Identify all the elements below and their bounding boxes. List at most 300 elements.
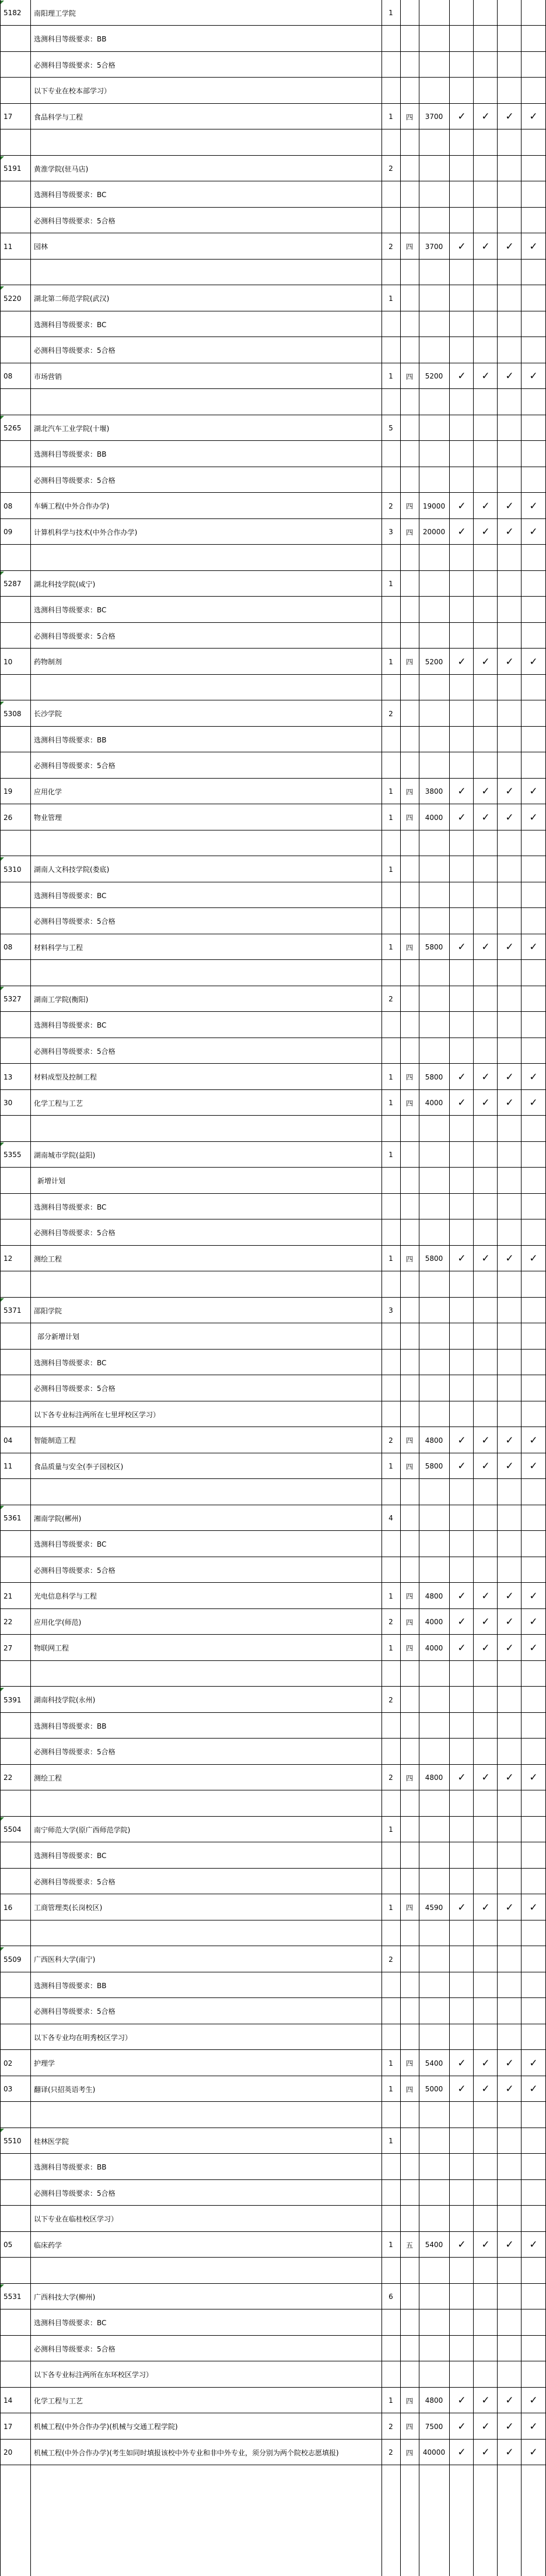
row-name: 必测科目等级要求：5合格 xyxy=(34,917,116,926)
major-row xyxy=(0,2076,546,2102)
check-mark-icon: ✓ xyxy=(505,1071,514,1083)
study-length: 四 xyxy=(405,1073,413,1081)
row-code: 5504 xyxy=(4,1825,22,1834)
school-row xyxy=(0,2284,546,2309)
note-row xyxy=(0,2154,546,2180)
major-row xyxy=(0,934,546,960)
note-row xyxy=(0,208,546,233)
cell-comment-marker-icon xyxy=(1,1,4,4)
check-mark-icon: ✓ xyxy=(457,811,466,823)
note-row xyxy=(0,1869,546,1894)
plan-count: 2 xyxy=(388,242,393,251)
row-name: 测绘工程 xyxy=(34,1774,62,1782)
row-code: 17 xyxy=(4,2422,13,2431)
check-mark-icon: ✓ xyxy=(529,1616,538,1628)
plan-count: 2 xyxy=(388,1774,393,1782)
tuition-fee: 5800 xyxy=(425,1073,443,1081)
plan-count: 1 xyxy=(388,1592,393,1600)
row-name: 广西科技大学(柳州) xyxy=(34,2293,96,2301)
row-name: 工商管理类(长岗校区) xyxy=(34,1904,103,1912)
check-mark-icon: ✓ xyxy=(529,370,538,382)
row-name: 物业管理 xyxy=(34,814,62,822)
major-row xyxy=(0,1583,546,1609)
major-row xyxy=(0,2440,546,2465)
check-mark-icon: ✓ xyxy=(481,2239,490,2251)
tuition-fee: 4000 xyxy=(425,813,443,822)
row-name: 化学工程与工艺 xyxy=(34,2396,83,2405)
note-row xyxy=(0,2206,546,2232)
major-row xyxy=(0,1246,546,1271)
check-mark-icon: ✓ xyxy=(505,2083,514,2095)
plan-count: 1 xyxy=(388,372,393,380)
note-row xyxy=(0,467,546,493)
major-row xyxy=(0,2414,546,2440)
check-mark-icon: ✓ xyxy=(529,2395,538,2406)
row-code: 10 xyxy=(4,657,13,666)
row-code: 14 xyxy=(4,2396,13,2405)
cell-comment-marker-icon xyxy=(1,2284,4,2288)
row-code: 08 xyxy=(4,943,13,951)
check-mark-icon: ✓ xyxy=(481,941,490,953)
check-mark-icon: ✓ xyxy=(457,500,466,512)
plan-count: 1 xyxy=(388,813,393,822)
check-mark-icon: ✓ xyxy=(505,370,514,382)
row-name: 车辆工程(中外合作办学) xyxy=(34,502,110,510)
row-name: 必测科目等级要求：5合格 xyxy=(34,1229,116,1237)
plan-count: 1 xyxy=(388,787,393,795)
row-code: 08 xyxy=(4,502,13,510)
study-length: 四 xyxy=(405,1254,413,1263)
note-row xyxy=(0,1531,546,1557)
row-code: 20 xyxy=(4,2448,13,2456)
spacer-row xyxy=(0,961,546,986)
plan-count: 1 xyxy=(388,2241,393,2249)
row-name: 选测科目等级要求：BC xyxy=(34,1852,107,1860)
note-row xyxy=(0,78,546,104)
check-mark-icon: ✓ xyxy=(481,2057,490,2069)
plan-count: 2 xyxy=(388,1695,393,1704)
study-length: 四 xyxy=(405,943,413,952)
major-row xyxy=(0,104,546,129)
row-code: 02 xyxy=(4,2059,13,2067)
check-mark-icon: ✓ xyxy=(481,1097,490,1109)
check-mark-icon: ✓ xyxy=(505,1253,514,1264)
plan-count: 1 xyxy=(388,1643,393,1652)
check-mark-icon: ✓ xyxy=(529,526,538,538)
row-code: 26 xyxy=(4,813,13,822)
school-row xyxy=(0,571,546,597)
check-mark-icon: ✓ xyxy=(481,656,490,668)
row-name: 湖南城市学院(益阳) xyxy=(34,1151,96,1159)
school-row xyxy=(0,2128,546,2154)
check-mark-icon: ✓ xyxy=(505,2395,514,2406)
study-length: 四 xyxy=(405,528,413,537)
row-code: 5509 xyxy=(4,1955,22,1964)
note-row xyxy=(0,182,546,208)
check-mark-icon: ✓ xyxy=(505,1590,514,1602)
row-name: 必测科目等级要求：5合格 xyxy=(34,2344,116,2353)
note-row xyxy=(0,52,546,78)
check-mark-icon: ✓ xyxy=(505,2420,514,2433)
plan-count: 2 xyxy=(388,1618,393,1626)
study-length: 四 xyxy=(405,502,413,510)
note-row xyxy=(0,1843,546,1869)
cell-comment-marker-icon xyxy=(1,286,4,290)
check-mark-icon: ✓ xyxy=(505,2447,514,2458)
cell-comment-marker-icon xyxy=(1,156,4,160)
check-mark-icon: ✓ xyxy=(505,240,514,253)
check-mark-icon: ✓ xyxy=(529,2083,538,2095)
plan-count: 2 xyxy=(388,502,393,510)
check-mark-icon: ✓ xyxy=(457,2239,466,2251)
row-name: 湖北第二师范学院(武汉) xyxy=(34,295,110,303)
spacer-row xyxy=(0,2258,546,2284)
cell-comment-marker-icon xyxy=(1,1947,4,1951)
tuition-fee: 4800 xyxy=(425,1592,443,1600)
check-mark-icon: ✓ xyxy=(481,1772,490,1783)
study-length: 四 xyxy=(405,1462,413,1471)
row-name: 机械工程(中外合作办学)(机械与交通工程学院) xyxy=(34,2423,178,2431)
check-mark-icon: ✓ xyxy=(481,2083,490,2095)
row-name: 以下专业在校本部学习） xyxy=(34,87,111,95)
plan-count: 1 xyxy=(388,1903,393,1912)
plan-count: 1 xyxy=(388,2396,393,2405)
plan-count: 1 xyxy=(388,1254,393,1263)
row-name: 南宁师范大学(原广西师范学院) xyxy=(34,1825,131,1834)
tuition-fee: 19000 xyxy=(422,502,446,510)
row-code: 21 xyxy=(4,1592,13,1600)
row-code: 5220 xyxy=(4,294,22,303)
tuition-fee: 40000 xyxy=(422,2448,446,2456)
row-name: 药物制剂 xyxy=(34,658,62,666)
row-name: 长沙学院 xyxy=(34,710,62,718)
study-length: 四 xyxy=(405,2059,413,2067)
note-row xyxy=(0,1739,546,1765)
row-name: 选测科目等级要求：BB xyxy=(34,450,107,458)
cell-comment-marker-icon xyxy=(1,1688,4,1691)
row-name: 湘南学院(郴州) xyxy=(34,1514,82,1523)
study-length: 四 xyxy=(405,1618,413,1627)
plan-count: 2 xyxy=(388,2422,393,2431)
major-row xyxy=(0,493,546,519)
tuition-fee: 20000 xyxy=(422,528,446,536)
row-name: 必测科目等级要求：5合格 xyxy=(34,1385,116,1393)
check-mark-icon: ✓ xyxy=(505,941,514,953)
row-name: 选测科目等级要求：BC xyxy=(34,1358,107,1367)
row-name: 应用化学(师范) xyxy=(34,1618,82,1627)
spacer-row xyxy=(0,1920,546,1946)
school-row xyxy=(0,156,546,181)
tuition-fee: 5200 xyxy=(425,657,443,666)
row-code: 5510 xyxy=(4,2137,22,2145)
note-row xyxy=(0,1168,546,1194)
row-code: 30 xyxy=(4,1099,13,1107)
note-row xyxy=(0,1350,546,1375)
note-row xyxy=(0,1401,546,1427)
study-length: 四 xyxy=(405,1099,413,1107)
note-row xyxy=(0,2024,546,2050)
row-name: 黄淮学院(驻马店) xyxy=(34,164,89,173)
row-name: 以下各专业均在明秀校区学习） xyxy=(34,2033,132,2042)
tuition-fee: 4800 xyxy=(425,2396,443,2405)
check-mark-icon: ✓ xyxy=(481,111,490,122)
school-row xyxy=(0,1817,546,1842)
row-name: 材料成型及控制工程 xyxy=(34,1073,97,1081)
row-name: 选测科目等级要求：BC xyxy=(34,606,107,614)
tuition-fee: 4000 xyxy=(425,1643,443,1652)
note-row xyxy=(0,1012,546,1038)
row-code: 17 xyxy=(4,113,13,121)
study-length: 五 xyxy=(405,2241,413,2249)
plan-count: 3 xyxy=(388,1306,393,1315)
study-length: 四 xyxy=(405,787,413,796)
major-row xyxy=(0,519,546,545)
row-name: 选测科目等级要求：BB xyxy=(34,1722,107,1730)
check-mark-icon: ✓ xyxy=(457,1460,466,1472)
row-name: 以下专业在临桂校区学习） xyxy=(34,2215,118,2223)
row-code: 5310 xyxy=(4,865,22,874)
row-name: 以下各专业标注两所在东环校区学习） xyxy=(34,2371,153,2379)
study-length: 四 xyxy=(405,1592,413,1600)
row-name: 湖南工学院(衡阳) xyxy=(34,995,89,1004)
check-mark-icon: ✓ xyxy=(481,1901,490,1913)
check-mark-icon: ✓ xyxy=(481,1253,490,1264)
plan-count: 6 xyxy=(388,2293,393,2301)
check-mark-icon: ✓ xyxy=(505,2239,514,2251)
plan-count: 1 xyxy=(388,2059,393,2067)
check-mark-icon: ✓ xyxy=(481,1616,490,1628)
note-row xyxy=(0,882,546,908)
row-name: 选测科目等级要求：BC xyxy=(34,1540,107,1548)
major-row xyxy=(0,805,546,830)
cell-comment-marker-icon xyxy=(1,2129,4,2132)
spacer-row xyxy=(0,830,546,856)
plan-count: 2 xyxy=(388,709,393,718)
row-name: 市场营销 xyxy=(34,372,62,381)
tuition-fee: 5400 xyxy=(425,2059,443,2067)
plan-count: 5 xyxy=(388,424,393,432)
row-name: 食品质量与安全(李子园校区) xyxy=(34,1462,124,1471)
tuition-fee: 5200 xyxy=(425,372,443,380)
plan-count: 1 xyxy=(388,1151,393,1159)
tuition-fee: 4000 xyxy=(425,1618,443,1626)
check-mark-icon: ✓ xyxy=(529,2420,538,2433)
tuition-fee: 3700 xyxy=(425,242,443,251)
check-mark-icon: ✓ xyxy=(505,500,514,512)
school-row xyxy=(0,1505,546,1531)
note-row xyxy=(0,1324,546,1350)
row-code: 16 xyxy=(4,1903,13,1912)
row-name: 必测科目等级要求：5合格 xyxy=(34,762,116,770)
check-mark-icon: ✓ xyxy=(505,526,514,538)
check-mark-icon: ✓ xyxy=(457,1901,466,1913)
plan-count: 1 xyxy=(388,2085,393,2093)
note-row xyxy=(0,338,546,363)
tuition-fee: 4800 xyxy=(425,1774,443,1782)
school-row xyxy=(0,986,546,1012)
tuition-fee: 5800 xyxy=(425,1462,443,1470)
tuition-fee: 4000 xyxy=(425,1099,443,1107)
check-mark-icon: ✓ xyxy=(457,1253,466,1264)
major-row xyxy=(0,1765,546,1790)
check-mark-icon: ✓ xyxy=(481,1460,490,1472)
cell-comment-marker-icon xyxy=(1,572,4,575)
note-row xyxy=(0,1194,546,1219)
major-row xyxy=(0,1428,546,1453)
spacer-row xyxy=(0,1661,546,1687)
plan-count: 1 xyxy=(388,1462,393,1470)
row-code: 11 xyxy=(4,1462,13,1470)
row-code: 5191 xyxy=(4,164,22,173)
school-row xyxy=(0,701,546,727)
plan-count: 2 xyxy=(388,1436,393,1445)
check-mark-icon: ✓ xyxy=(529,1434,538,1446)
plan-count: 1 xyxy=(388,2137,393,2145)
row-name: 园林 xyxy=(34,243,48,251)
check-mark-icon: ✓ xyxy=(529,1642,538,1654)
row-code: 04 xyxy=(4,1436,13,1445)
check-mark-icon: ✓ xyxy=(457,786,466,797)
check-mark-icon: ✓ xyxy=(481,240,490,253)
plan-count: 1 xyxy=(388,580,393,588)
check-mark-icon: ✓ xyxy=(457,2447,466,2458)
tuition-fee: 5800 xyxy=(425,943,443,951)
row-name: 食品科学与工程 xyxy=(34,113,83,121)
study-length: 四 xyxy=(405,1774,413,1782)
major-row xyxy=(0,2388,546,2413)
cell-comment-marker-icon xyxy=(1,987,4,990)
tuition-fee: 3700 xyxy=(425,113,443,121)
major-row xyxy=(0,2232,546,2258)
note-row xyxy=(0,1999,546,2024)
check-mark-icon: ✓ xyxy=(529,2057,538,2069)
row-code: 5308 xyxy=(4,709,22,718)
row-name: 必测科目等级要求：5合格 xyxy=(34,1748,116,1756)
check-mark-icon: ✓ xyxy=(505,1460,514,1472)
check-mark-icon: ✓ xyxy=(481,2395,490,2406)
check-mark-icon: ✓ xyxy=(481,1642,490,1654)
note-row xyxy=(0,2310,546,2336)
check-mark-icon: ✓ xyxy=(529,111,538,122)
row-code: 19 xyxy=(4,787,13,795)
check-mark-icon: ✓ xyxy=(457,941,466,953)
major-row xyxy=(0,649,546,675)
check-mark-icon: ✓ xyxy=(505,1616,514,1628)
study-length: 四 xyxy=(405,372,413,381)
major-row xyxy=(0,2051,546,2076)
school-row xyxy=(0,286,546,311)
note-row xyxy=(0,2362,546,2388)
row-name: 必测科目等级要求：5合格 xyxy=(34,632,116,640)
check-mark-icon: ✓ xyxy=(529,240,538,253)
check-mark-icon: ✓ xyxy=(457,111,466,122)
cell-comment-marker-icon xyxy=(1,1142,4,1146)
check-mark-icon: ✓ xyxy=(529,1253,538,1264)
row-name: 翻译(只招英语考生) xyxy=(34,2085,96,2094)
check-mark-icon: ✓ xyxy=(505,786,514,797)
row-name: 选测科目等级要求：BB xyxy=(34,1981,107,1990)
plan-count: 2 xyxy=(388,164,393,173)
plan-count: 1 xyxy=(388,943,393,951)
plan-count: 3 xyxy=(388,528,393,536)
row-name: 广西医科大学(南宁) xyxy=(34,1955,96,1964)
row-name: 必测科目等级要求：5合格 xyxy=(34,1877,116,1886)
row-name: 选测科目等级要求：BC xyxy=(34,1021,107,1029)
spacer-row xyxy=(0,1116,546,1142)
tuition-fee: 5000 xyxy=(425,2085,443,2093)
major-row xyxy=(0,1064,546,1090)
school-row xyxy=(0,0,546,26)
plan-count: 4 xyxy=(388,1514,393,1522)
row-name: 必测科目等级要求：5合格 xyxy=(34,216,116,225)
study-length: 四 xyxy=(405,2423,413,2431)
row-name: 湖北汽车工业学院(十堰) xyxy=(34,424,110,433)
check-mark-icon: ✓ xyxy=(481,1590,490,1602)
check-mark-icon: ✓ xyxy=(457,2420,466,2433)
check-mark-icon: ✓ xyxy=(529,656,538,668)
check-mark-icon: ✓ xyxy=(481,1434,490,1446)
row-code: 12 xyxy=(4,1254,13,1263)
row-name: 物联网工程 xyxy=(34,1644,69,1652)
note-row xyxy=(0,753,546,779)
row-name: 选测科目等级要求：BB xyxy=(34,735,107,744)
spacer-row xyxy=(0,130,546,156)
check-mark-icon: ✓ xyxy=(457,2395,466,2406)
cell-comment-marker-icon xyxy=(1,1817,4,1821)
row-name: 选测科目等级要求：BC xyxy=(34,2319,107,2327)
spacer-row xyxy=(0,2102,546,2128)
note-row xyxy=(0,2180,546,2206)
note-row xyxy=(0,1972,546,1998)
note-row xyxy=(0,597,546,623)
note-row xyxy=(0,1713,546,1739)
row-name: 必测科目等级要求：5合格 xyxy=(34,2189,116,2198)
note-row xyxy=(0,1376,546,1401)
tuition-fee: 5800 xyxy=(425,1254,443,1263)
row-code: 27 xyxy=(4,1643,13,1652)
school-row xyxy=(0,1687,546,1713)
study-length: 四 xyxy=(405,113,413,121)
major-row xyxy=(0,779,546,804)
school-row xyxy=(0,1298,546,1323)
plan-count: 2 xyxy=(388,1955,393,1964)
row-name: 南阳理工学院 xyxy=(34,9,76,17)
row-code: 03 xyxy=(4,2085,13,2093)
check-mark-icon: ✓ xyxy=(529,1071,538,1083)
check-mark-icon: ✓ xyxy=(505,1097,514,1109)
study-length: 四 xyxy=(405,243,413,251)
school-row xyxy=(0,857,546,882)
study-length: 四 xyxy=(405,1436,413,1445)
check-mark-icon: ✓ xyxy=(505,811,514,823)
check-mark-icon: ✓ xyxy=(481,1071,490,1083)
row-name: 新增计划 xyxy=(37,1177,66,1185)
row-name: 部分新增计划 xyxy=(37,1333,80,1341)
row-code: 22 xyxy=(4,1618,13,1626)
check-mark-icon: ✓ xyxy=(457,1616,466,1628)
plan-count: 1 xyxy=(388,657,393,666)
row-code: 5287 xyxy=(4,580,22,588)
row-name: 必测科目等级要求：5合格 xyxy=(34,346,116,355)
note-row xyxy=(0,623,546,649)
check-mark-icon: ✓ xyxy=(529,2239,538,2251)
note-row xyxy=(0,26,546,52)
check-mark-icon: ✓ xyxy=(457,2057,466,2069)
check-mark-icon: ✓ xyxy=(481,786,490,797)
row-name: 计算机科学与技术(中外合作办学) xyxy=(34,528,138,537)
school-row xyxy=(0,1947,546,1972)
check-mark-icon: ✓ xyxy=(529,2447,538,2458)
